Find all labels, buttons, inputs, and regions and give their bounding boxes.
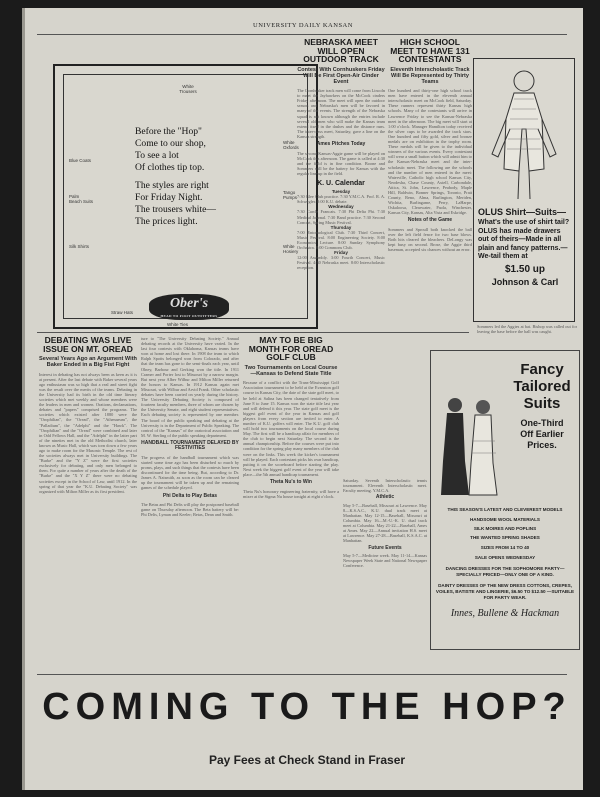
highschool-subhead: Eleventh Interscholastic Track Will Be Represented by Thirty Teams — [390, 66, 470, 86]
fancy-line2: Tailored — [513, 378, 571, 395]
poem-line: Of clothes tip top. — [135, 162, 205, 173]
olus-line1: What's the use of shirt tail? — [478, 219, 570, 226]
debating-subhead: Several Years Ago an Argument With Baker Ended in a Big Fist Fight — [39, 356, 137, 369]
tag-straw-hats: Straw Hats — [111, 310, 134, 315]
notes-body: Sommers and Sproull both knocked the ball over the left field fence for two base blows. Both hits cleared the bleachers. DeLongy was kept busy on second. Brose, the Aggie third baseman, accepted six chances without an error. — [388, 226, 472, 253]
fancy-line3: Suits — [523, 395, 561, 412]
fancy-sub1: One-Third — [520, 418, 564, 428]
man-in-shirt-illustration — [474, 59, 574, 209]
phidelta-body: The Betas and Phi Delts will play the postponed baseball game on Thursday afternoon. The Beta battery will be: Phi Delts, Lyman and Keeler; Betas, Dean and Smith. — [141, 502, 239, 518]
fancy-dainty: DAINTY DRESSES OF THE NEW DRESS COTTONS, CREPES, VOILES, BATISTE AND LINGERIE, $6.50 TO $12.50 —SUITABLE FOR PARTY WEAR. — [435, 583, 575, 600]
masthead: UNIVERSITY DAILY KANSAN — [253, 22, 353, 29]
highschool-column — [388, 38, 472, 348]
fancy-sale: SALE OPENS WEDNESDAY — [474, 555, 536, 560]
athletic-body: May 5-7—Baseball, Missouri at Lawrence. May 8—K.S.A.C., K.U. dual track meet at Manhattan. May 12-15—Baseball, Missouri at Columbia. May 16—M.-U.-K. U. dual track meet at Columbia. May 21-22—Baseball, Ames at Ames. May 22—Annual invitation H.S. meet at Lawrence. May 27-28—Baseball, K.S.A.C. at Manhattan. — [343, 502, 427, 544]
handball-body: The progress of the handball tournament which was started some time ago has been disturbed so much by proms, plays, and such things that the contests have been discontinued for the time being. But, according to Dr. James A. Naismith, as soon as the room can be cleared up the tournament will be taken up and the remaining games of the schedule played. — [141, 454, 239, 491]
game-continuation — [477, 324, 577, 348]
calendar-body-1: 7:30 Glee Club practice. 7:30 Y.M.C.A. Prof. R. A. Schwegler. 8:00 K.U. debate. — [297, 194, 385, 205]
phidelta-subhead: Phi Delta to Play Betas — [162, 492, 218, 499]
thetanu-body: Theta Nu's honorary engineering fraternity, will have a mixer at the Sigma Nu house tonight at eight o'clock. — [243, 488, 339, 499]
ames-body: The second Kansas-Aggie game will be played on McCook this afternoon. The game is called at 4:30 and the field is in fine condition. Boone and Sommers will be the battery for Kansas with the regular line-up in the field. — [297, 150, 385, 176]
fancy-sub3: Prices. — [527, 440, 557, 450]
golf-subhead: Two Tournaments on Local Course—Kansas to Defend State Title — [244, 364, 338, 378]
obers-logo-text: Ober's — [169, 296, 209, 311]
calendar-title: K. U. Calendar — [317, 180, 365, 188]
debating-body: Interest in debating has not always been as keen as it is at present. After the last debate with Baker several years ago enthusiasm was so high that a real and street fight was the result over the merits of the teams. Debating in the University had its birth in the old time literary societies which met weekly and whose members were the leaders in men and women. Orations, declamations, debates and "papers" comprised the programs. The societies which existed after 1880 were the "Orophilian", the "Oread", the "Athenaeum", the "Palladium", the "Adelphi" and the "Hawk". The "Orophilian" and the "Oread" were combined and later in Odd Fellows Hall, and the "Adelphi" in the latter part of the nineties met in the old Methodist church, later known as Music Hall, which was torn down a few years ago to make room for the Masonic Temple. The rest of the societies always met in University buildings. The "Burke" and the "Y Z" were the first societies exclusively for debating, and only men belonged to them. For quite a number of years after the death of the "Burke" and the "X Y Z" there were no debating societies except in the School of Law, until 1912. In the spring of that year the "K.U. Debating Society" was organized with Milton Miller as its first president. — [39, 371, 137, 494]
thetanu-subhead: Theta Nu's to Win — [270, 479, 312, 486]
poem-line: The trousers white— — [135, 204, 216, 215]
notes-subhead: Notes of the Game — [407, 217, 453, 224]
olus-shirt-ad — [473, 58, 575, 322]
fancy-wool: HANDSOME WOOL MATERIALS — [469, 517, 540, 522]
tag-white-oxfords: White Oxfords — [283, 140, 299, 150]
game-body: Sommers led the Aggies at bat. Bishop was called out for leaving the base before the ball was caught. — [477, 324, 577, 335]
olus-line2: OLUS has made drawers out of theirs—Made in all plain and fancy patterns.—We-tail them at — [478, 227, 568, 260]
debating-headline: DEBATING WAS LIVE ISSUE ON MT. OREAD — [43, 336, 133, 354]
fancy-sizes: SIZES FROM 14 TO 40 — [480, 545, 530, 550]
tag-silk-shirts: Silk Shirts — [69, 244, 90, 249]
tag-white-trousers: White Trousers — [179, 84, 197, 94]
calendar-day-friday: Friday — [334, 250, 348, 256]
poem-line: For Friday Night. — [135, 192, 203, 203]
highschool-headline: HIGH SCHOOL MEET TO HAVE 131 CONTESTANTS — [390, 38, 470, 65]
handball-subhead: HANDBALL TOURNAMENT DELAYED BY FESTIVITIES — [141, 439, 239, 452]
fancy-sub2: Off Earlier — [520, 429, 564, 439]
calendar-day-tuesday: Tuesday — [331, 189, 351, 195]
obers-poem — [135, 126, 285, 228]
newspaper-page — [22, 8, 583, 790]
tag-blue-coats: Blue Coats — [69, 158, 92, 163]
tag-white-hosiery: White Hosiery — [283, 244, 299, 254]
fancy-season: THIS SEASON'S LATEST AND CLEVEREST MODELS — [447, 507, 563, 512]
nebraska-subhead: Contest With Cornhuskers Friday Will Be First Open-Air Cinder Event — [297, 66, 385, 86]
calendar-body-4: 12:00 Assembly. 3:00 Fourth Concert, Music Festival. 4:30 Nebraska meet. 8:00 Interscholastic reception. — [297, 255, 385, 271]
poem-line: Before the "Hop" — [135, 126, 202, 137]
fancy-dancing: DANCING DRESSES FOR THE SOPHOMORE PARTY—SPECIALLY PRICED—ONLY ONE OF A KIND. — [445, 566, 565, 577]
calendar-saturday: Saturday. Seventh Interscholastic tennis tournament. Eleventh Interscholastic meet. Faculty meeting. Y.M.C.A. — [343, 478, 427, 494]
tag-tango-pumps: Tango Pumps — [283, 190, 298, 200]
hop-banner: COMING TO THE HOP? — [42, 686, 572, 728]
poem-line: The styles are right — [135, 180, 209, 191]
olus-title: OLUS Shirt—Suits— — [478, 207, 567, 217]
pay-fees-line: Pay Fees at Check Stand in Fraser — [208, 753, 406, 767]
golf-body: Because of a conflict with the Trans-Mississippi Golf Association tournament to be held at the Evanston golf course in Kansas City, the date of the state golf meet, to be held at Salina has been changed tentatively from June 8 to June 15. Kansas won the state title last year and will defend it this year. The state golf meet is the biggest golf event of the year in Kansas and golf players from every section are invited to enter. A number of K.U. golfers will enter. The K.U. golf club will hold two tournaments on the local course during May. The first will be a handicap affair for members of the club to begin next Saturday. The second is the annual championship. Before the courses were put into condition for the spring play many members of the club were on the links. This week the kicker's tournament will be played. Each contestant picks his own handicap, putting it on the scoreboard before starting the play. Next week the biggest golf event of the year will take place—the 5th annual handicap tournament. — [243, 380, 339, 477]
golf-column — [243, 336, 339, 676]
tag-white-ties: White Ties — [167, 322, 189, 327]
golf-headline: MAY TO BE BIG MONTH FOR OREAD GOLF CLUB — [248, 336, 334, 363]
poem-line: Come to our shop, — [135, 138, 206, 149]
debating-column — [39, 336, 137, 676]
athletic-subhead: Athletic — [375, 494, 395, 501]
fancy-silk: SILK MOIRES AND POPLINS — [473, 526, 537, 531]
olus-store: Johnson & Carl — [491, 276, 559, 287]
olus-price: $1.50 up — [504, 263, 546, 275]
calendar-day-wednesday: Wednesday — [328, 204, 354, 210]
obers-logo — [149, 294, 229, 320]
nebraska-body: The Cornhusker track men will come from Lincoln to meet the Jayhawkers on the McCook cinders Friday afternoon. The meet will open the outdoor season and Nebraska's men will be favored in many of the events. The strength of the Nebraska squad is not known although the entries include several old men who will make the Kansas team extend itself in the dashes and the distance runs. The inter-class meet, Saturday, gave a line on the Kansas strength. — [297, 88, 385, 139]
fancy-suits-ad — [430, 350, 580, 650]
fancy-line1: Fancy — [520, 361, 564, 378]
calendar-day-thursday: Thursday — [330, 224, 352, 230]
ames-subhead: Ames Pitches Today — [316, 141, 366, 148]
fancy-signature: Innes, Bullene & Hackman — [450, 608, 560, 619]
bottom-rule — [37, 674, 567, 675]
fancy-wanted: THE WANTED SPRING SHADES — [470, 535, 540, 540]
women-in-suits-illustration — [435, 391, 505, 501]
nebraska-headline: NEBRASKA MEET WILL OPEN OUTDOOR TRACK — [303, 38, 379, 65]
calendar-body-3: 7:00 Entomological Club. 7:30 Third Concert, Music Festival. 8:00 Engineering Society. 8:00 Economics Lecture. 8:00 Sunday Symphony Orchestra. 8:00 Commons Club. — [297, 229, 385, 251]
highschool-body: One hundred and thirty-one high school track men have entered in the eleventh annual interscholastic meet on McCook field, Saturday. These runners represent thirty Kansas high schools. Many of the contestants will arrive in Lawrence Friday to see the Kansas-Nebraska meet in the afternoon. The big meet will start at 1:00 o'clock. Manager Hamilton today received the silver cups to be awarded the track stars. One hundred and fifty gold, silver and bronze medals are on exhibition in the trophy room. These medals will be given to the individual winners of the various events. Every contestant will wear a small button which will admit him to the Kansas-Nebraska meet and the inter-scholastic meet. The following are the schools and the number of men entered in the meet: Waterville, Catholic high school Kansas City, Neodesha, Chase County, Axtell, Carbondale, Attica, St. John, Lawrence, Peabody, Maple Hill, Baldwin, Bonner Springs, Toronto, Pratt County, Reno, Alma, Burlington, Meriden, Wichita, Burlingame, Perry, LaHarpe, Oskaloosa, Clearwater, Paola, Winchester, Kansas City, Kansas, Alta Vista and Eskridge. — [388, 88, 472, 216]
calendar-body-2: 7:30 Carcle Francais. 7:30 Phi Delta Phi. 7:30 Medical Journal. 7:30 Band practice. 7:30 Second Concert, Spring Music Festival. — [297, 209, 385, 225]
obers-logo-sub: HEAD TO FOOT OUTFITTERS — [160, 314, 218, 318]
poem-line: The prices light. — [135, 216, 198, 227]
obers-ad — [53, 64, 318, 329]
debating-body-2: ture to "The University Debating Society." Annual debating records at the University have varied. In the last four contests with Oklahoma, Kansas teams have won at home and lost there. In 1908 the team to which Ralph Spotts belonged won from Colorado, and after that the team has gone to the semi-finals each year, until Olney, Barbour and Gerking won the title. In 1911 Cramer and Porter lost to Missouri by a narrow margin. But next year Alber Wilbur and Milton Miller returned the honors to Kansas. In 1912 Kansas again met Missouri, with Wilbur and Arvid Frank. Other scholastic debates have been carried on yearly during the history. The University Debating Society is composed of fourteen faculty members, three of whom are chosen by the University Senate, and eight student representatives. Each debating society is represented by one member. The board of the public speaking and debating at the University is in the Department of Public Speaking. The control of the "Kansas" of the oratorical association and M. W. Sterling of the public speaking department. — [141, 336, 239, 438]
poem-line: To see a lot — [135, 150, 179, 161]
section-rule — [37, 332, 469, 333]
debating-column-2 — [141, 336, 239, 676]
masthead-rule — [37, 34, 567, 35]
future-subhead: Future Events — [368, 544, 402, 551]
future-body: May 5-7—Medicine week. May 11-14—Kansas Newspaper Week State and National Newspaper Conference. — [343, 553, 427, 569]
tag-palm-beach: Palm Beach Suits — [69, 194, 94, 204]
calendar-column-2 — [343, 478, 427, 668]
